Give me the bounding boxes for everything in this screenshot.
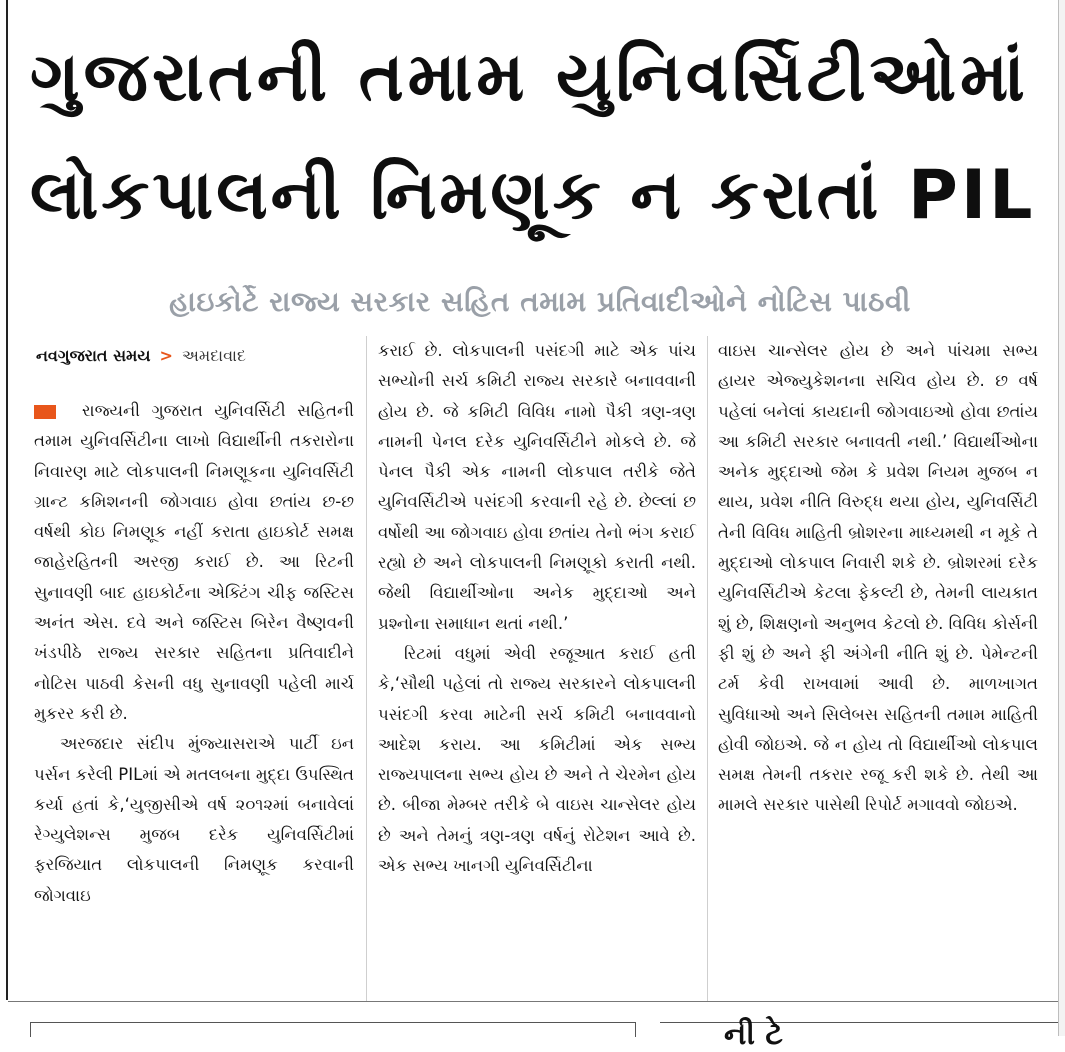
byline-place: અમદાવાદ [182, 346, 246, 365]
page-left-rule [6, 0, 8, 1000]
byline-separator: > [159, 346, 173, 365]
headline-line-2: લોકપાલની નિમણૂક ન કરાતાં PIL [30, 156, 1036, 235]
paragraph-start-square-icon [34, 405, 56, 419]
headline-line-1: ગુજરાતની તમામ યુનિવર્સિટીઓમાં [30, 38, 1029, 117]
column-2-paragraph-2: રિટમાં વધુમાં એવી રજૂઆત કરાઈ હતી કે,‘સૌથી પહેલાં તો રાજ્ય સરકારને લોકપાલની પસંદગી કરવા માટેની સર્ચ કમિટી બનાવવાનો આદેશ કરાય. આ કમિટીમાં એક સભ્ય રાજ્યપાલના સભ્ય હોય છે અને તે ચેરમેન હોય છે. બીજા મેમ્બર તરીકે બે વાઇસ ચાન્સેલર હોય છે અને તેમનું ત્રણ-ત્રણ વર્ષનું રોટેશન આવે છે. એક સભ્ય ખાનગી યુનિવર્સિટીના [378, 643, 696, 876]
article-column-1 [34, 396, 354, 911]
page-right-edge [1058, 0, 1065, 1036]
column-3-paragraph-1: વાઇસ ચાન્સેલર હોય છે અને પાંચમા સભ્ય હાયર એજ્યુકેશનના સચિવ હોય છે. છ વર્ષ પહેલાં બનેલાં કાયદાની જોગવાઇઓ હોવા છતાંય આ કમિટી સરકાર બનાવતી નથી.’ વિદ્યાર્થીઓના અનેક મુદ્દાઓ જેમ કે પ્રવેશ નિયમ મુજબ ન થાય, પ્રવેશ નીતિ વિરુદ્ધ થયા હોય, યુનિવર્સિટી તેની વિવિધ માહિતી બ્રોશરના માધ્યમથી ન મૂકે તે મુદ્દાઓ લોકપાલ નિવારી શકે છે. બ્રોશરમાં દરેક યુનિવર્સિટીએ કેટલા ફેકલ્ટી છે, તેમની લાયકાત શું છે, શિક્ષણનો અનુભવ કેટલો છે. વિવિધ કોર્સની ફી શું છે અને ફી અંગેની નીતિ શું છે. પેમેન્ટની ટર્મ કેવી રાખવામાં આવી છે. માળખાગત સુવિધાઓ અને સિલેબસ સહિતની તમામ માહિતી હોવી જોઇએ. જે ન હોય તો વિદ્યાર્થીઓ લોકપાલ સમક્ષ તેમની તકરાર રજૂ કરી શકે છે. તેથી આ મામલે સરકાર પાસેથી રિપોર્ટ મગાવવો જોઇએ. [718, 341, 1038, 815]
column-1-paragraph-1-text: રાજ્યની ગુજરાત યુનિવર્સિટી સહિતની તમામ યુનિવર્સિટીના લાખો વિદ્યાર્થીની તકરારોના નિવારણ માટે લોકપાલની નિમણૂકના યુનિવર્સિટી ગ્રાન્ટ કમિશનની જોગવાઇ હોવા છતાંય છ-છ વર્ષથી કોઇ નિમણૂક નહીં કરાતા હાઇકોર્ટ સમક્ષ જાહેરહિતની અરજી કરાઈ છે. આ રિટની સુનાવણી બાદ હાઇકોર્ટના એક્ટિંગ ચીફ જસ્ટિસ અનંત એસ. દવે અને જસ્ટિસ બિરેન વૈષ્ણવની ખંડપીઠે રાજ્ય સરકાર સહિતના પ્રતિવાદીને નોટિસ પાઠવી કેસની વધુ સુનાવણી પહેલી માર્ચ મુકરર કરી છે. [34, 401, 354, 723]
column-2-paragraph-1: કરાઈ છે. લોકપાલની પસંદગી માટે એક પાંચ સભ્યોની સર્ચ કમિટી રાજ્ય સરકારે બનાવવાની હોય છે. જે કમિટી વિવિધ નામો પૈકી ત્રણ-ત્રણ નામની પેનલ દરેક યુનિવર્સિટીને મોકલે છે. જે પેનલ પૈકી એક નામની લોકપાલ તરીકે જેતે યુનિવર્સિટીએ પસંદગી કરવાની રહે છે. છેલ્લાં છ વર્ષોથી આ જોગવાઇ હોવા છતાંય તેનો ભંગ કરાઈ રહ્યો છે અને લોકપાલની નિમણૂકો કરાતી નથી. જેથી વિદ્યાર્થીઓના અનેક મુદ્દાઓ અને પ્રશ્નોના સમાધાન થતાં નથી.’ [378, 341, 696, 633]
article-column-2 [378, 336, 696, 881]
column-divider [707, 336, 708, 1001]
column-1-paragraph-2: અરજદાર સંદીપ મુંજ્યાસરાએ પાર્ટી ઇન પર્સન કરેલી PILમાં એ મતલબના મુદ્દા ઉપસ્થિત કર્યા હતાં કે,‘યુજીસીએ વર્ષ ૨૦૧૨માં બનાવેલાં રેગ્યુલેશન્સ મુજબ દરેક યુનિવર્સિટીમાં ફરજિયાત લોકપાલની નિમણૂક કરવાની જોગવાઇ [34, 734, 354, 905]
article-column-3 [718, 336, 1038, 821]
byline [36, 346, 246, 366]
subheadline: હાઇકોર્ટે રાજ્ય સરકાર સહિત તમામ પ્રતિવાદીઓને નોટિસ પાઠવી [169, 285, 911, 318]
next-article-box-left [30, 1022, 636, 1037]
byline-source: નવગુજરાત સમય [36, 346, 151, 365]
column-divider [366, 336, 367, 1001]
article-bottom-rule [8, 1001, 1058, 1002]
column-1-paragraph-1 [34, 396, 354, 729]
next-article-headline-fragment: ની ટે [724, 1017, 783, 1052]
